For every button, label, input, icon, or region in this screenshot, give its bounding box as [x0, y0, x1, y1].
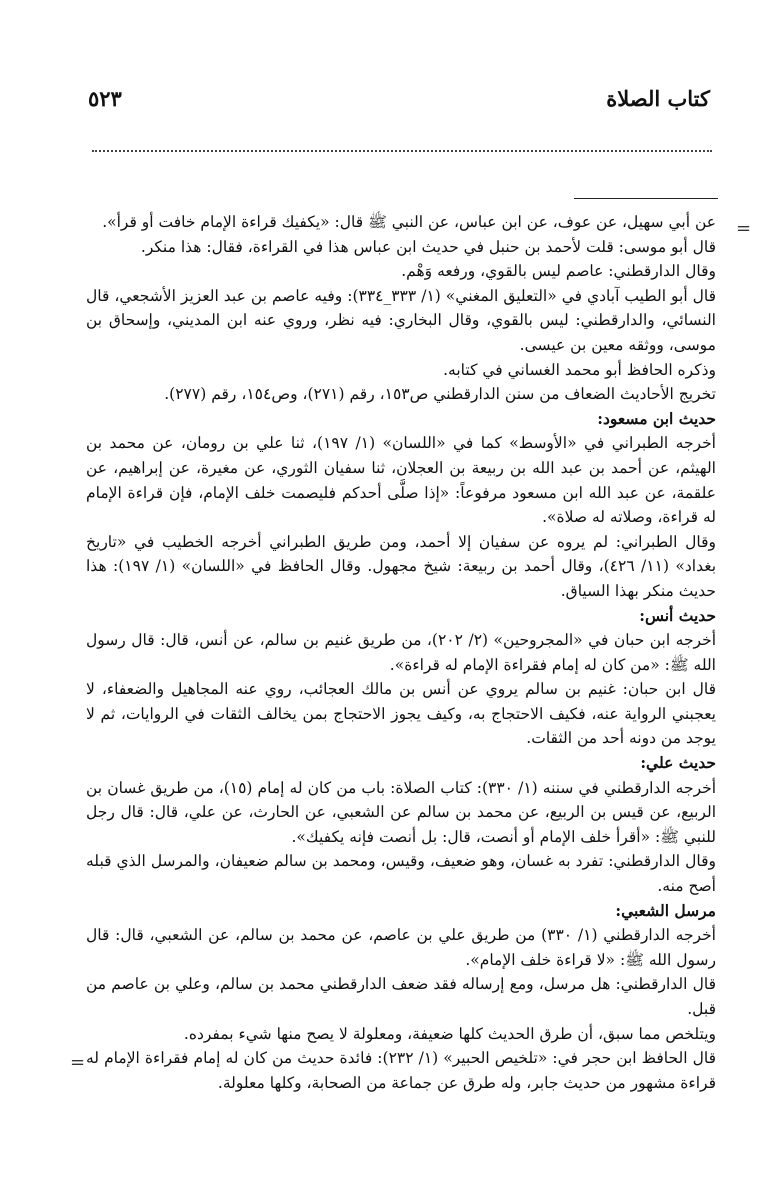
paragraph: أخرجه الدارقطني (١/ ٣٣٠) من طريق علي بن عاصم، عن محمد بن سالم، عن الشعبي، قال: قال رسول الله ﷺ: «لا قراءة خلف الإمام».	[86, 926, 716, 969]
page-number: ٥٢٣	[88, 86, 122, 111]
continuation-marker-bottom: =	[70, 1052, 86, 1073]
book-title: كتاب الصلاة	[606, 86, 710, 111]
section-heading: مرسل الشعبي:	[615, 900, 716, 920]
continuation-marker-top: =	[736, 218, 752, 239]
paragraph: أخرجه ابن حبان في «المجروحين» (٢/ ٢٠٢)، من طريق غنيم بن سالم، عن أنس، قال: قال رسول الله ﷺ: «من كان له إمام فقراءة الإمام له قراءة».	[86, 631, 717, 674]
paragraph: أخرجه الطبراني في «الأوسط» كما في «اللسان» (١/ ١٩٧)، ثنا علي بن رومان، عن محمد بن الهيثم، عن أحمد بن عبد الله بن ربيعة بن العجلان، ثنا سفيان الثوري، عن مغيرة، عن إبراهيم، عن علقمة، عن عبد الله ابن مسعود مرفوعاً: «إذا صلَّى أحدكم فليصمت خلف الإمام، فإن قراءة الإمام له قراءة، وصلاته له صلاة».	[86, 434, 716, 527]
paragraph: وقال الدارقطني: تفرد به غسان، وهو ضعيف، وقيس، ومحمد بن سالم ضعيفان، والمرسل الذي قبله أصح منه.	[86, 852, 716, 896]
paragraph: وقال الطبراني: لم يروه عن سفيان إلا أحمد، ومن طريق الطبراني أخرجه الخطيب في «تاريخ بغداد» (١١/ ٤٢٦)، وقال أحمد بن ربيعة: شيخ مجهول. وقال الحافظ في «اللسان» (١/ ١٩٧): هذا حديث منكر بهذا السياق.	[86, 532, 717, 600]
paragraph: وقال الدارقطني: عاصم ليس بالقوي، ورفعه وَهْم.	[401, 262, 716, 281]
footnote-body	[86, 210, 716, 1095]
section-heading: حديث ابن مسعود:	[597, 408, 716, 428]
running-header	[88, 86, 710, 120]
paragraph: ويتلخص مما سبق، أن طرق الحديث كلها ضعيفة، ومعلولة لا يصح منها شيء بمفرده.	[183, 1024, 716, 1043]
section-heading: حديث علي:	[640, 753, 716, 773]
footnote-rule	[574, 198, 718, 199]
paragraph: قال أبو الطيب آبادي في «التعليق المغني» (١/ ٣٣٣_٣٣٤): وفيه عاصم بن عبد العزيز الأشجعي، قال النسائي، والدارقطني: ليس بالقوي، وقال البخاري: فيه نظر، وروي عنه ابن المديني، وإسحاق بن موسى، ووثقه معين بن عيسى.	[86, 286, 716, 354]
paragraph: قال أبو موسى: قلت لأحمد بن حنبل في حديث ابن عباس هذا في القراءة، فقال: هذا منكر.	[140, 237, 716, 256]
section-heading: حديث أنس:	[639, 605, 716, 625]
paragraph: وذكره الحافظ أبو محمد الغساني في كتابه.	[443, 360, 716, 379]
paragraph: تخريج الأحاديث الضعاف من سنن الدارقطني ص١٥٣، رقم (٢٧١)، وص١٥٤، رقم (٢٧٧).	[164, 385, 716, 404]
paragraph: قال الدارقطني: هل مرسل، ومع إرساله فقد ضعف الدارقطني محمد بن سالم، وعلي بن عاصم من قبل.	[86, 975, 716, 1018]
paragraph: أخرجه الدارقطني في سننه (١/ ٣٣٠): كتاب الصلاة: باب من كان له إمام (١٥)، من طريق غسان بن الربيع، عن قيس بن الربيع، عن محمد بن سالم عن الشعبي، عن الحارث، عن علي، قال: قال رجل للنبي ﷺ: «أقرأ خلف الإمام أو أنصت، قال: بل أنصت فإنه يكفيك».	[86, 778, 717, 846]
paragraph: قال الحافظ ابن حجر في: «تلخيص الحبير» (١/ ٢٣٢): فائدة حديث من كان له إمام فقراءة الإمام له قراءة مشهور من حديث جابر، وله طرق عن جماعة من الصحابة، وكلها معلولة.	[86, 1049, 716, 1092]
dotted-separator	[92, 150, 712, 152]
paragraph: عن أبي سهيل، عن عوف، عن ابن عباس، عن النبي ﷺ قال: «يكفيك قراءة الإمام خافت أو قرأ».	[102, 213, 716, 231]
paragraph: قال ابن حبان: غنيم بن سالم يروي عن أنس بن مالك العجائب، روي عنه المجاهيل والضعفاء، لا يعجبني الرواية عنه، فكيف الاحتجاج به، وكيف يجوز الاحتجاج بمن يخالف الثقات في الروايات، ثم لا يوجد من دونه أحد من الثقات.	[86, 680, 716, 748]
